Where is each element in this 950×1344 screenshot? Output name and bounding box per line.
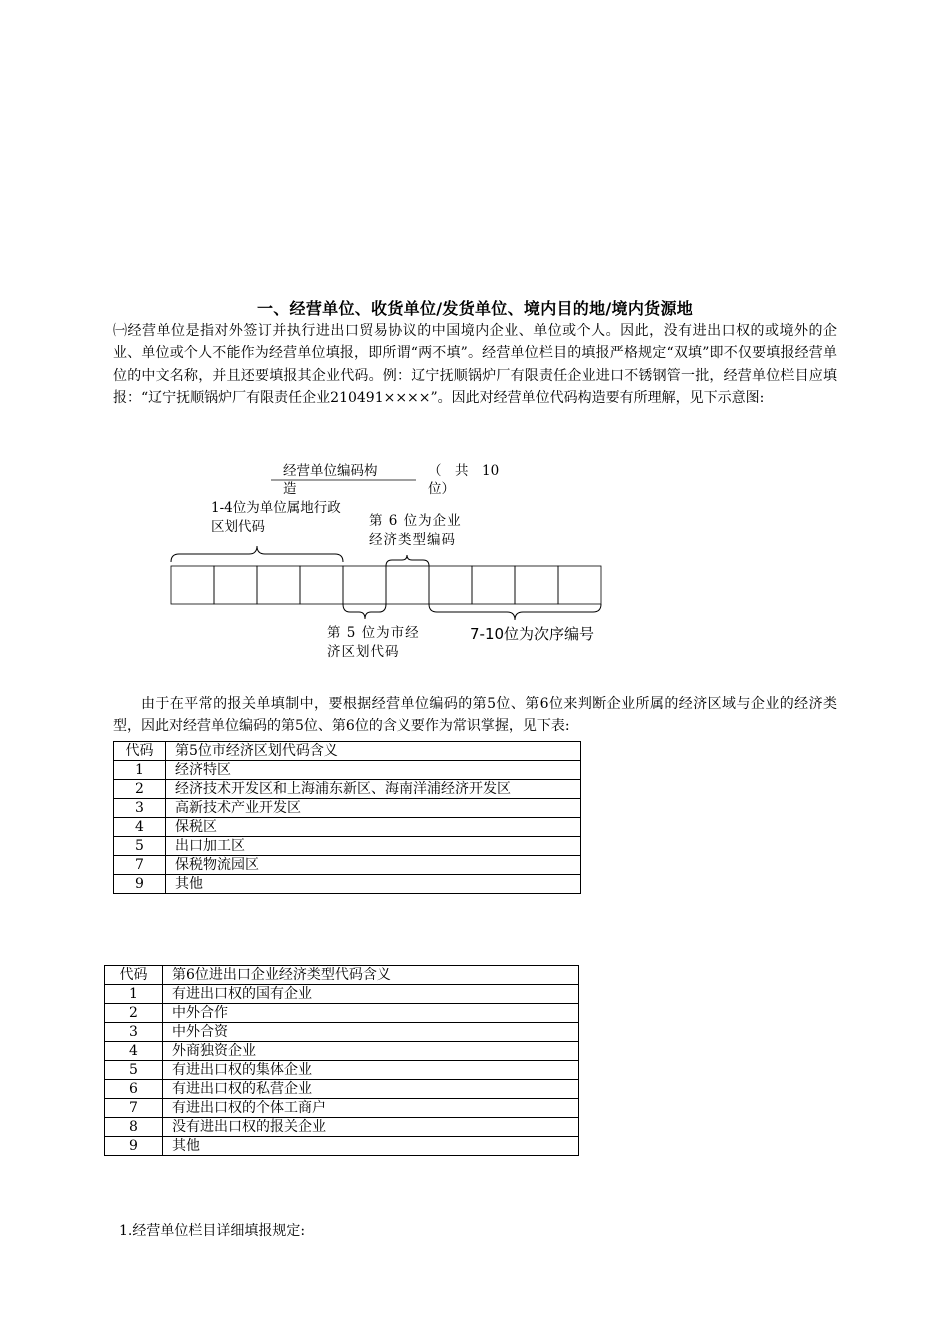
digit-box [171,566,214,604]
table-row [105,1023,579,1042]
meaning-cell: 高新技术产业开发区 [166,799,581,818]
meaning-cell: 经济技术开发区和上海浦东新区、海南洋浦经济开发区 [166,780,581,799]
digit-box [558,566,601,604]
digit-box [386,566,429,604]
section-heading: 一、经营单位、收货单位/发货单位、境内目的地/境内货源地 [256,299,694,318]
intro-paragraph: ㈠经营单位是指对外签订并执行进出口贸易协议的中国境内企业、单位或个人。因此，没有进出口权的或境外的企业、单位或个人不能作为经营单位填报，即所谓“两不填”。经营单位栏目的填报严格规定“双填”即不仅要填报经营单位的中文名称，并且还要填报其企业代码。例：辽宁抚顺锅炉厂有限责任企业进口不锈钢管一批，经营单位栏目应填报：“辽宁抚顺锅炉厂有限责任企业210491××××”。因此对经营单位代码构造要有所理解，见下示意图: [113,323,837,407]
table-digit-6 [104,965,579,1156]
meaning-cell: 经济特区 [166,761,581,780]
code-cell: 5 [105,1061,163,1080]
explanation-paragraph: 由于在平常的报关单填制中，要根据经营单位编码的第5位、第6位来判断企业所属的经济区域与企业的经济类型，因此对经营单位编码的第5位、第6位的含义要作为常识掌握，见下表: [113,696,837,735]
diagram-total-line1: （ 共 10 [428,463,500,479]
table-header-row [105,966,579,985]
meaning-cell: 其他 [163,1137,579,1156]
label-digit-6: 第 6 位为企业经济类型编码 [369,513,462,548]
table-row [114,856,581,875]
meaning-cell: 第5位市经济区划代码含义 [166,742,581,761]
table-digit-5 [113,741,581,894]
meaning-cell: 有进出口权的国有企业 [163,985,579,1004]
code-cell: 7 [105,1099,163,1118]
digit-box [343,566,386,604]
brace-6 [386,555,429,566]
code-cell: 代码 [105,966,163,985]
code-cell: 4 [105,1042,163,1061]
meaning-cell: 保税物流园区 [166,856,581,875]
label-digits-1-4: 1-4位为单位属地行政区划代码 [211,500,341,535]
digit-box [257,566,300,604]
digit-box [515,566,558,604]
table-row [105,1099,579,1118]
label-digits-7-10: 7-10位为次序编号 [470,625,595,643]
code-cell: 4 [114,818,166,837]
table-row [105,1004,579,1023]
code-cell: 8 [105,1118,163,1137]
code-cell: 9 [114,875,166,894]
table-row [114,818,581,837]
table-row [114,799,581,818]
brace-1-4 [171,546,343,562]
meaning-cell: 中外合作 [163,1004,579,1023]
code-cell: 1 [105,985,163,1004]
meaning-cell: 外商独资企业 [163,1042,579,1061]
table-row [105,1137,579,1156]
table-row [105,1080,579,1099]
code-cell: 2 [114,780,166,799]
digit-box [214,566,257,604]
code-cell: 3 [105,1023,163,1042]
brace-7-10 [429,604,601,620]
meaning-cell: 其他 [166,875,581,894]
meaning-cell: 有进出口权的集体企业 [163,1061,579,1080]
table-row [105,1118,579,1137]
table-row [105,1061,579,1080]
table-row [114,761,581,780]
table-row [114,837,581,856]
table-row [114,780,581,799]
meaning-cell: 有进出口权的个体工商户 [163,1099,579,1118]
meaning-cell: 第6位进出口企业经济类型代码含义 [163,966,579,985]
digit-box [429,566,472,604]
meaning-cell: 中外合资 [163,1023,579,1042]
table-row [105,985,579,1004]
meaning-cell: 有进出口权的私营企业 [163,1080,579,1099]
brace-5 [343,604,386,619]
code-cell: 5 [114,837,166,856]
code-cell: 6 [105,1080,163,1099]
table-header-row [114,742,581,761]
label-digit-5: 第 5 位为市经济区划代码 [327,625,420,660]
code-cell: 代码 [114,742,166,761]
table-row [105,1042,579,1061]
meaning-cell: 出口加工区 [166,837,581,856]
code-cell: 1 [114,761,166,780]
detail-rule-heading: 1.经营单位栏目详细填报规定: [119,1223,306,1239]
diagram-total-line2: 位） [428,481,455,497]
meaning-cell: 保税区 [166,818,581,837]
code-cell: 2 [105,1004,163,1023]
diagram-title-line1: 经营单位编码构 [283,463,378,479]
code-cell: 9 [105,1137,163,1156]
diagram-title-line2: 造 [283,481,297,497]
digit-box [472,566,515,604]
code-cell: 3 [114,799,166,818]
table-row [114,875,581,894]
code-cell: 7 [114,856,166,875]
digit-box [300,566,343,604]
digit-boxes [171,566,601,604]
meaning-cell: 没有进出口权的报关企业 [163,1118,579,1137]
